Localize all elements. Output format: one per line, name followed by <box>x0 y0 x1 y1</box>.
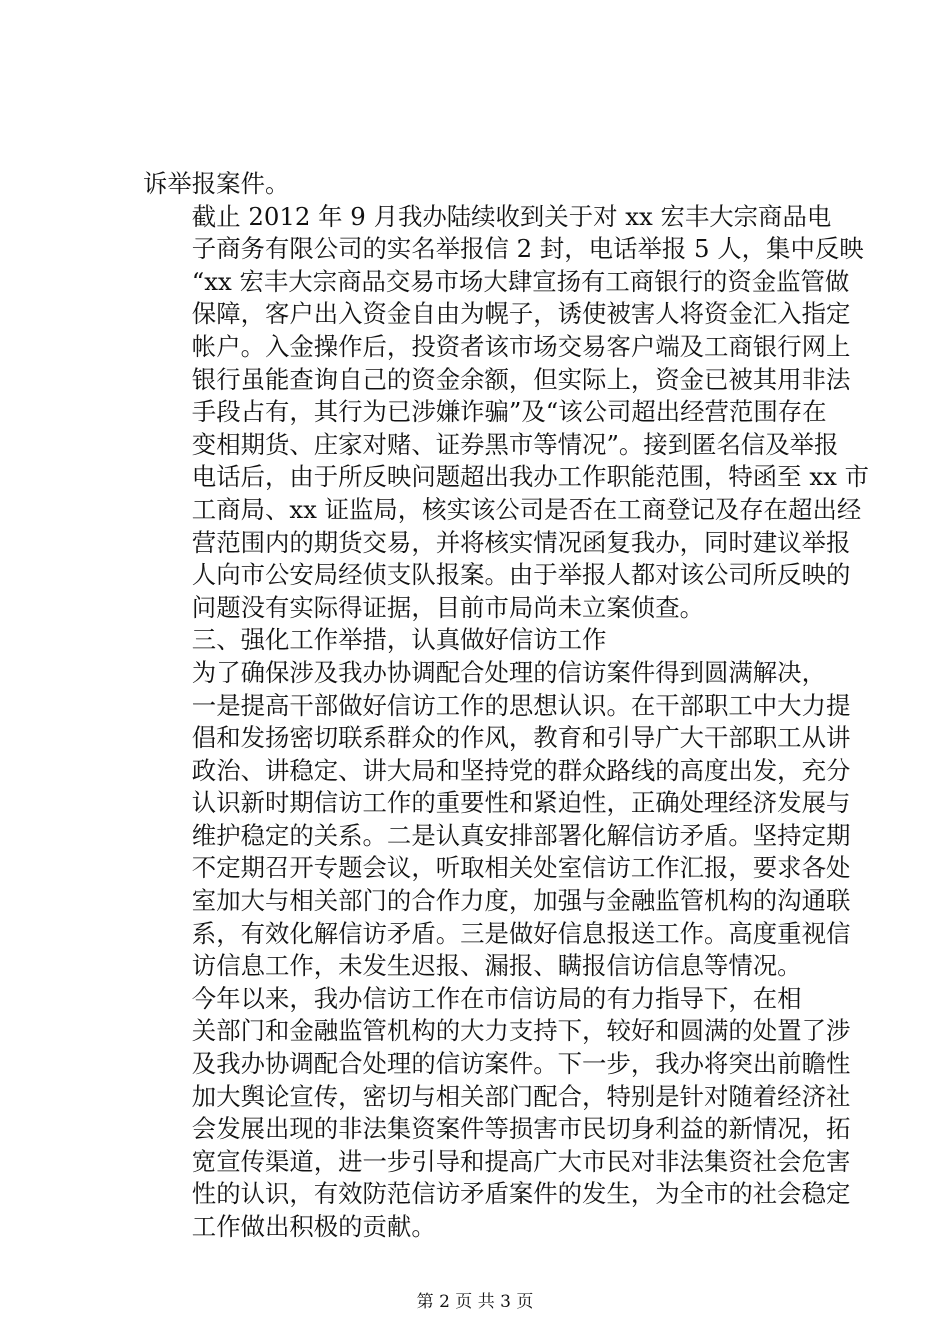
text-line: 工作做出积极的贡献。 <box>191 1212 436 1241</box>
text-line: 三、强化工作举措，认真做好信访工作 <box>191 625 607 655</box>
text-line: 变相期货、庄家对赌、证券黑市等情况”。接到匿名信及举报 <box>191 429 839 459</box>
text-line: 关部门和金融监管机构的大力支持下，较好和圆满的处置了涉 <box>191 1016 851 1046</box>
paragraph <box>143 168 823 201</box>
text-line: 帐户。入金操作后，投资者该市场交易客户端及工商银行网上 <box>191 331 851 361</box>
text-line: 加大舆论宣传，密切与相关部门配合，特别是针对随着经济社 <box>191 1081 851 1111</box>
text-line: “xx 宏丰大宗商品交易市场大肆宣扬有工商银行的资金监管做 <box>191 266 850 296</box>
text-line: 政治、讲稳定、讲大局和坚持党的群众路线的高度出发，充分 <box>191 755 851 785</box>
text-line: 手段占有，其行为已涉嫌诈骗”及“该公司超出经营范围存在 <box>191 397 827 427</box>
text-line: 电话后，由于所反映问题超出我办工作职能范围，特函至 xx 市 <box>191 462 869 492</box>
text-line: 会发展出现的非法集资案件等损害市民切身利益的新情况，拓 <box>191 1114 851 1144</box>
text-line: 保障，客户出入资金自由为幌子，诱使被害人将资金汇入指定 <box>191 299 851 329</box>
text-line: 及我办协调配合处理的信访案件。下一步，我办将突出前瞻性 <box>191 1049 851 1079</box>
paragraph <box>143 657 851 983</box>
text-line: 系，有效化解信访矛盾。三是做好信息报送工作。高度重视信 <box>191 918 851 948</box>
text-line: 银行虽能查询自己的资金余额，但实际上，资金已被其用非法 <box>191 364 851 394</box>
text-line: 室加大与相关部门的合作力度，加强与金融监管机构的沟通联 <box>191 886 851 916</box>
text-line: 今年以来，我办信访工作在市信访局的有力指导下，在相 <box>191 983 802 1013</box>
text-line: 一是提高干部做好信访工作的思想认识。在干部职工中大力提 <box>191 690 851 720</box>
text-line: 为了确保涉及我办协调配合处理的信访案件得到圆满解决， <box>191 657 826 687</box>
paragraph <box>143 624 823 657</box>
text-line: 倡和发扬密切联系群众的作风，教育和引导广大干部职工从讲 <box>191 723 851 753</box>
text-line: 截止 2012 年 9 月我办陆续收到关于对 xx 宏丰大宗商品电 <box>191 201 832 231</box>
text-line: 不定期召开专题会议，听取相关处室信访工作汇报，要求各处 <box>191 853 851 883</box>
text-line: 问题没有实际得证据，目前市局尚未立案侦查。 <box>191 592 705 622</box>
text-line: 宽宣传渠道，进一步引导和提高广大市民对非法集资社会危害 <box>191 1146 851 1176</box>
text-line: 人向市公安局经侦支队报案。由于举报人都对该公司所反映的 <box>191 560 851 590</box>
paragraph <box>143 201 869 625</box>
text-line: 认识新时期信访工作的重要性和紧迫性，正确处理经济发展与 <box>191 788 851 818</box>
page-footer: 第 2 页 共 3 页 <box>416 1292 534 1312</box>
text-line: 维护稳定的关系。二是认真安排部署化解信访矛盾。坚持定期 <box>191 820 851 850</box>
text-line: 子商务有限公司的实名举报信 2 封，电话举报 5 人，集中反映 <box>191 234 864 264</box>
text-line: 访信息工作，未发生迟报、漏报、瞒报信访信息等情况。 <box>191 951 802 981</box>
text-line: 营范围内的期货交易，并将核实情况函复我办，同时建议举报 <box>191 527 851 557</box>
text-line: 工商局、xx 证监局，核实该公司是否在工商登记及存在超出经 <box>191 494 862 524</box>
paragraph <box>143 983 851 1244</box>
text-line: 性的认识，有效防范信访矛盾案件的发生，为全市的社会稳定 <box>191 1179 851 1209</box>
document-body <box>143 168 869 1244</box>
text-line: 诉举报案件。 <box>143 169 290 198</box>
